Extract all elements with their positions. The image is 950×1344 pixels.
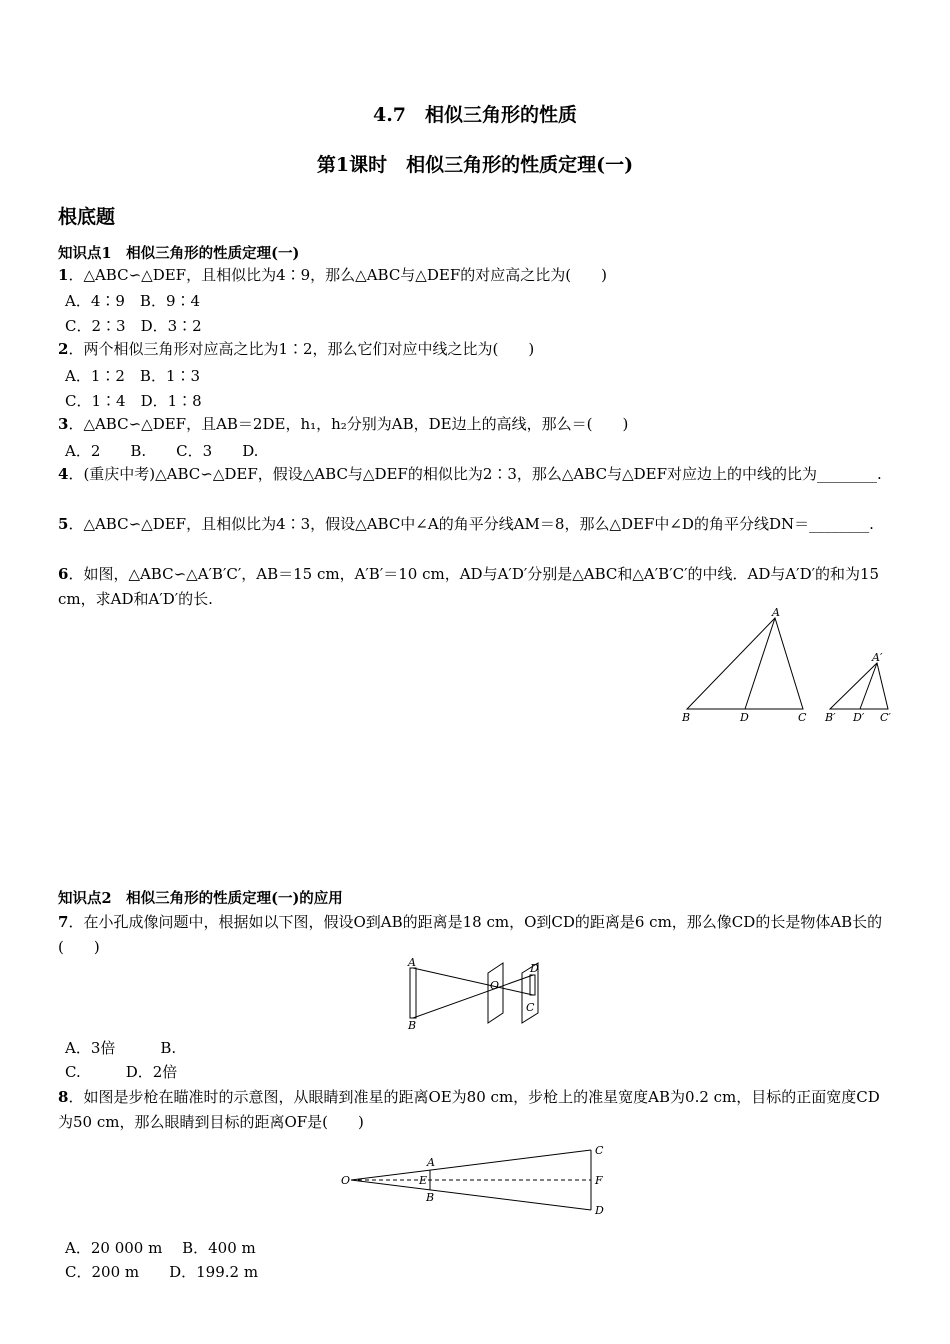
label-b: B (682, 711, 691, 724)
q1-options-ab: A．4∶9 B．9∶4 (65, 292, 201, 310)
label-e: E (419, 1174, 428, 1187)
median-a2d2 (860, 663, 877, 709)
section-heading: 根底题 (58, 206, 116, 228)
label-a: A (427, 1156, 435, 1169)
question-3 (58, 412, 892, 437)
question-number: 2 (58, 340, 69, 358)
label-o: O (490, 979, 500, 992)
label-b: B (408, 1019, 417, 1032)
q2-options-ab: A．1∶2 B．1∶3 (65, 367, 201, 385)
median-ad (745, 618, 775, 709)
sight-line-bottom (351, 1180, 591, 1210)
label-d: D (595, 1204, 604, 1217)
knowledge-point-2: 知识点2 相似三角形的性质定理(一)的应用 (58, 890, 343, 907)
label-a: A (772, 606, 780, 619)
question-number: 5 (58, 515, 69, 533)
image-cd (530, 975, 535, 995)
triangle-abc (687, 618, 803, 709)
q3-options: A．2 B. C．3 D. (65, 442, 259, 460)
rifle-aiming-figure (335, 1138, 615, 1223)
page-title: 4.7 相似三角形的性质 (372, 104, 578, 126)
pinhole-screen (488, 963, 503, 1023)
label-d: D (740, 711, 749, 724)
triangle-a2b2c2 (830, 663, 888, 709)
object-ab (410, 968, 416, 1018)
question-2 (58, 337, 892, 362)
label-c: C (798, 711, 807, 724)
question-number: 7 (58, 913, 69, 931)
q2-options-cd: C．1∶4 D．1∶8 (65, 392, 202, 410)
label-d: D (530, 962, 539, 975)
question-text: ．如图，△ABC∽△A′B′C′，AB＝15 cm，A′B′＝10 cm，AD与A′D′分别是△ABC和△A′B′C′的中线．AD与A′D′的和为15 cm，求AD和A′D′的长. (58, 565, 880, 608)
q8-options-cd: C．200 m D．199.2 m (65, 1263, 259, 1281)
question-7 (58, 910, 892, 960)
question-text: ．两个相似三角形对应高之比为1∶2，那么它们对应中线之比为( ) (68, 340, 535, 358)
pinhole-figure (400, 955, 550, 1035)
q1-options-cd: C．2∶3 D．3∶2 (65, 317, 202, 335)
sight-line-top (351, 1150, 591, 1180)
question-number: 4 (58, 465, 69, 483)
question-number: 1 (58, 266, 69, 284)
label-o: O (341, 1174, 351, 1187)
question-text: ．(重庆中考)△ABC∽△DEF，假设△ABC与△DEF的相似比为2∶3，那么△ABC与△DEF对应边上的中线的比为________. (68, 465, 882, 483)
question-8 (58, 1085, 892, 1135)
question-1 (58, 263, 892, 288)
question-number: 8 (58, 1088, 69, 1106)
label-c-prime: C′ (880, 711, 891, 724)
similar-triangles-figure (675, 605, 900, 730)
knowledge-point-1: 知识点1 相似三角形的性质定理(一) (58, 245, 300, 262)
label-a: A (408, 956, 416, 969)
question-5 (58, 512, 892, 537)
question-text: ．在小孔成像问题中，根据如以下图，假设O到AB的距离是18 cm，O到CD的距离是6 cm，那么像CD的长是物体AB长的( ) (58, 913, 883, 956)
question-4 (58, 462, 892, 487)
label-b-prime: B′ (825, 711, 836, 724)
question-text: ．如图是步枪在瞄准时的示意图，从眼睛到准星的距离OE为80 cm，步枪上的准星宽度AB为0.2 cm，目标的正面宽度CD为50 cm，那么眼睛到目标的距离OF是( ) (58, 1088, 880, 1131)
q7-options-ab: A．3倍 B. (65, 1039, 177, 1057)
label-a-prime: A′ (872, 651, 883, 664)
q8-options-ab: A．20 000 m B．400 m (65, 1239, 256, 1257)
question-number: 3 (58, 415, 69, 433)
q7-options-cd: C. D．2倍 (65, 1063, 178, 1081)
label-f: F (595, 1174, 603, 1187)
question-text: ．△ABC∽△DEF，且相似比为4∶3，假设△ABC中∠A的角平分线AM＝8，那么△DEF中∠D的角平分线DN＝________. (68, 515, 874, 533)
label-d-prime: D′ (853, 711, 865, 724)
question-text: ．△ABC∽△DEF，且AB＝2DE，h₁，h₂分别为AB，DE边上的高线，那么＝( ) (68, 415, 629, 433)
lesson-subtitle: 第1课时 相似三角形的性质定理(一) (316, 154, 634, 176)
label-c: C (526, 1001, 535, 1014)
label-c: C (595, 1144, 604, 1157)
label-b: B (426, 1191, 435, 1204)
question-number: 6 (58, 565, 69, 583)
question-text: ．△ABC∽△DEF，且相似比为4∶9，那么△ABC与△DEF的对应高之比为( ) (68, 266, 607, 284)
